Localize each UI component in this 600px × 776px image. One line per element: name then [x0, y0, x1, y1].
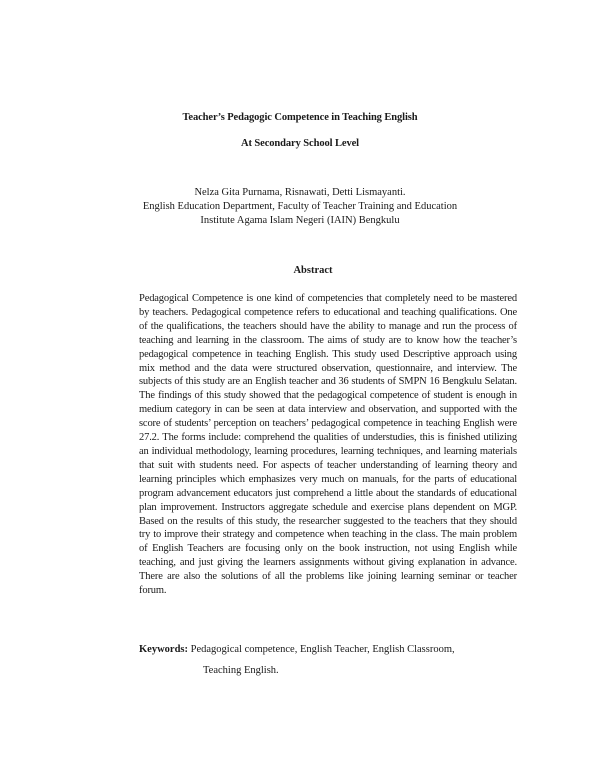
author-names: Nelza Gita Purnama, Risnawati, Detti Lismayanti. [194, 187, 406, 198]
keywords [139, 643, 519, 657]
keywords-list: Pedagogical competence, English Teacher, English Classroom, [190, 644, 455, 655]
paper-subtitle: At Secondary School Level [241, 138, 359, 149]
paper-title: Teacher’s Pedagogic Competence in Teaching English [182, 112, 418, 123]
abstract-heading: Abstract [293, 265, 333, 276]
author-department: English Education Department, Faculty of Teacher Training and Education [142, 201, 458, 212]
author-block [0, 186, 600, 228]
abstract-body: Pedagogical Competence is one kind of competencies that completely need to be mastered by teachers. Pedagogical competence refers to educational and teaching qualifications. One of the qualifications, the teachers should have the ability to manage and run the process of teaching and learning in the classroom. The aims of study are to know how the teacher’s pedagogical competence in teaching English. This study used Descriptive approach using mix method and the data were structured observation, questionnaire, and interview. The subjects of this study are an English teacher and 36 students of SMPN 16 Bengkulu Selatan. The findings of this study showed that the pedagogical competence of student is enough in medium category in can be seen at data interview and observation, and supported with the score of students’ perception on teachers’ pedagogical competence in teaching English were 27.2. The forms include: comprehend the qualities of understudies, this is finished utilizing an individual methodology, learning procedures, learning techniques, and learning materials that suit with students need. For aspects of teacher understanding of learning theory and learning principles which emphasizes very much on manuals, for the parts of educational program advancement educators just comprehend a little about the standards of educational plan improvement. Instructors aggregate schedule and exercise plans dependent on MGP. Based on the results of this study, the researcher suggested to the teachers that they should try to improve their strategy and competence when teaching in the class. The main problem of English Teachers are focusing only on the book instruction, not using English while teaching, and just giving the learners assignments without giving explanation in advance. There are also the solutions of all the problems like joining learning seminar or teacher forum. [139, 293, 517, 597]
keywords-label: Keywords: [139, 644, 188, 655]
keywords-list-continued: Teaching English. [203, 665, 279, 676]
author-institute: Institute Agama Islam Negeri (IAIN) Bengkulu [200, 215, 400, 226]
